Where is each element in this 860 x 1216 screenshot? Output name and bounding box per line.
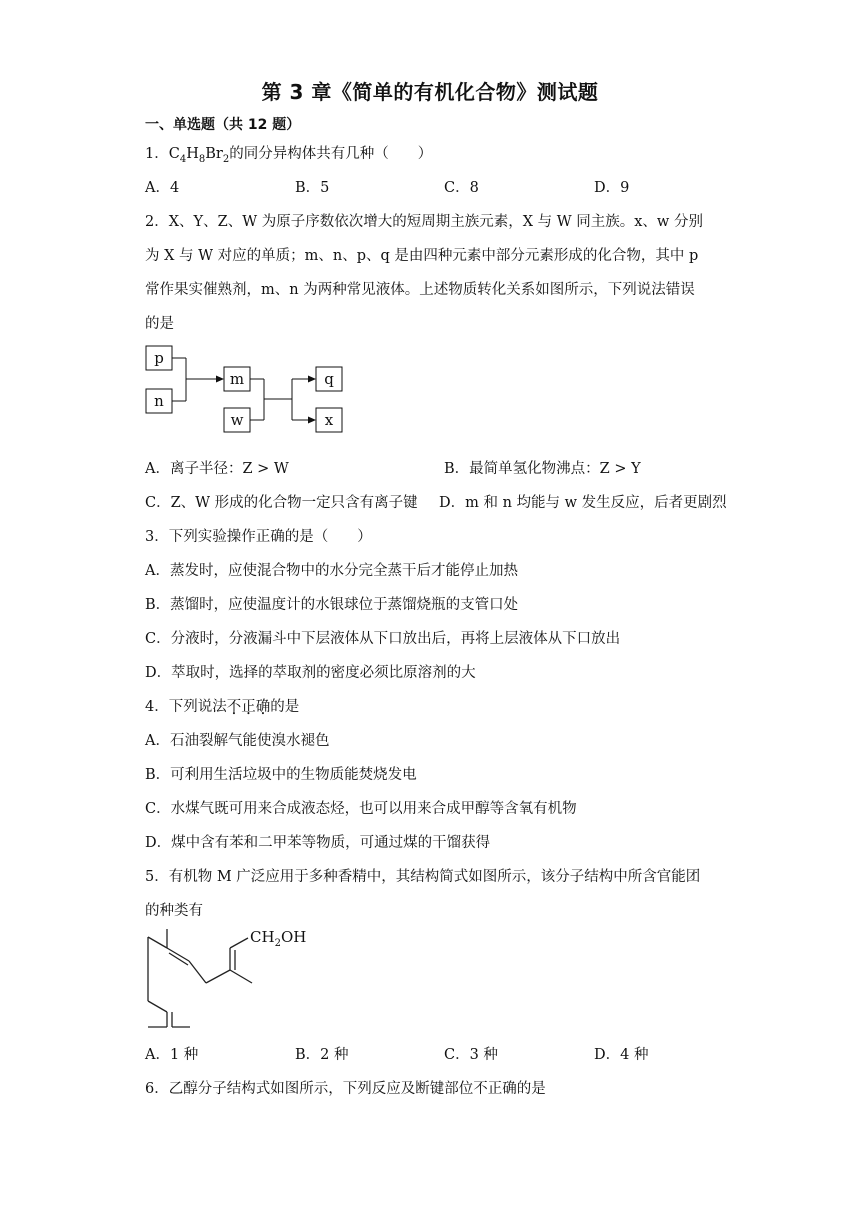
- label-p: p: [154, 349, 164, 367]
- question-1-stem: 1．$C_4H_8Br_2$的同分异构体共有几种（ ）: [145, 146, 433, 165]
- q3-option-d: D．萃取时，选择的萃取剂的密度必须比原溶剂的大: [145, 665, 476, 681]
- q5-option-a: A．1 种: [145, 1047, 199, 1063]
- label-q: q: [324, 370, 334, 388]
- label-n: n: [154, 392, 164, 410]
- question-4-stem: 4．下列说法不正确的是: [145, 699, 300, 715]
- arrow-to-m: [216, 376, 224, 383]
- q4-option-a: A．石油裂解气能使溴水褪色: [145, 733, 330, 749]
- section-heading: 一、单选题（共 12 题）: [145, 117, 301, 133]
- arrow-to-q: [308, 376, 316, 383]
- q3-option-a: A．蒸发时，应使混合物中的水分完全蒸干后才能停止加热: [145, 563, 518, 579]
- question-6-stem: 6．乙醇分子结构式如图所示，下列反应及断键部位不正确的是: [145, 1081, 546, 1097]
- label-x: x: [324, 411, 334, 429]
- label-w: w: [230, 411, 244, 429]
- q1-option-d: D．9: [594, 180, 630, 196]
- q4-option-c: C．水煤气既可用来合成液态烃，也可以用来合成甲醇等含氧有机物: [145, 801, 577, 817]
- structure-formula-m: [140, 925, 340, 1030]
- q3-option-c: C．分液时，分液漏斗中下层液体从下口放出后，再将上层液体从下口放出: [145, 631, 621, 647]
- q2-option-b: B．最简单氢化物沸点：Z > Y: [444, 461, 641, 477]
- question-2-stem-line-3: 常作果实催熟剂，m、n 为两种常见液体。上述物质转化关系如图所示，下列说法错误: [145, 282, 695, 298]
- q5-option-d: D．4 种: [594, 1047, 649, 1063]
- q1-option-a: A．4: [145, 180, 180, 196]
- q2-option-c: C．Z、W 形成的化合物一定只含有离子键: [145, 495, 418, 511]
- question-2-stem-line-1: 2．X、Y、Z、W 为原子序数依次增大的短周期主族元素，X 与 W 同主族。x、w 分别: [145, 214, 703, 230]
- label-m: m: [229, 370, 245, 388]
- question-5-stem-line-2: 的种类有: [145, 903, 203, 919]
- q4-option-b: B．可利用生活垃圾中的生物质能焚烧发电: [145, 767, 417, 783]
- q2-option-a: A．离子半径：Z > W: [145, 461, 289, 477]
- q1-option-c: C．8: [444, 180, 479, 196]
- q5-option-c: C．3 种: [444, 1047, 498, 1063]
- q2-option-d: D．m 和 n 均能与 w 发生反应，后者更剧烈: [439, 495, 727, 511]
- page-title: 第 3 章《简单的有机化合物》测试题: [261, 80, 599, 104]
- q3-option-b: B．蒸馏时，应使温度计的水银球位于蒸馏烧瓶的支管口处: [145, 597, 519, 613]
- transformation-diagram: [140, 340, 360, 440]
- q4-option-d: D．煤中含有苯和二甲苯等物质，可通过煤的干馏获得: [145, 835, 491, 851]
- q1-option-b: B．5: [295, 180, 330, 196]
- question-3-stem: 3．下列实验操作正确的是（ ）: [145, 529, 372, 545]
- arrow-to-x: [308, 417, 316, 424]
- ch2oh-label: $CH_2OH$: [250, 928, 307, 949]
- question-2-stem-line-4: 的是: [145, 316, 174, 332]
- question-5-stem-line-1: 5．有机物 M 广泛应用于多种香精中，其结构简式如图所示，该分子结构中所含官能团: [145, 869, 701, 885]
- question-2-stem-line-2: 为 X 与 W 对应的单质；m、n、p、q 是由四种元素中部分元素形成的化合物，其中 p: [145, 248, 699, 264]
- q5-option-b: B．2 种: [295, 1047, 349, 1063]
